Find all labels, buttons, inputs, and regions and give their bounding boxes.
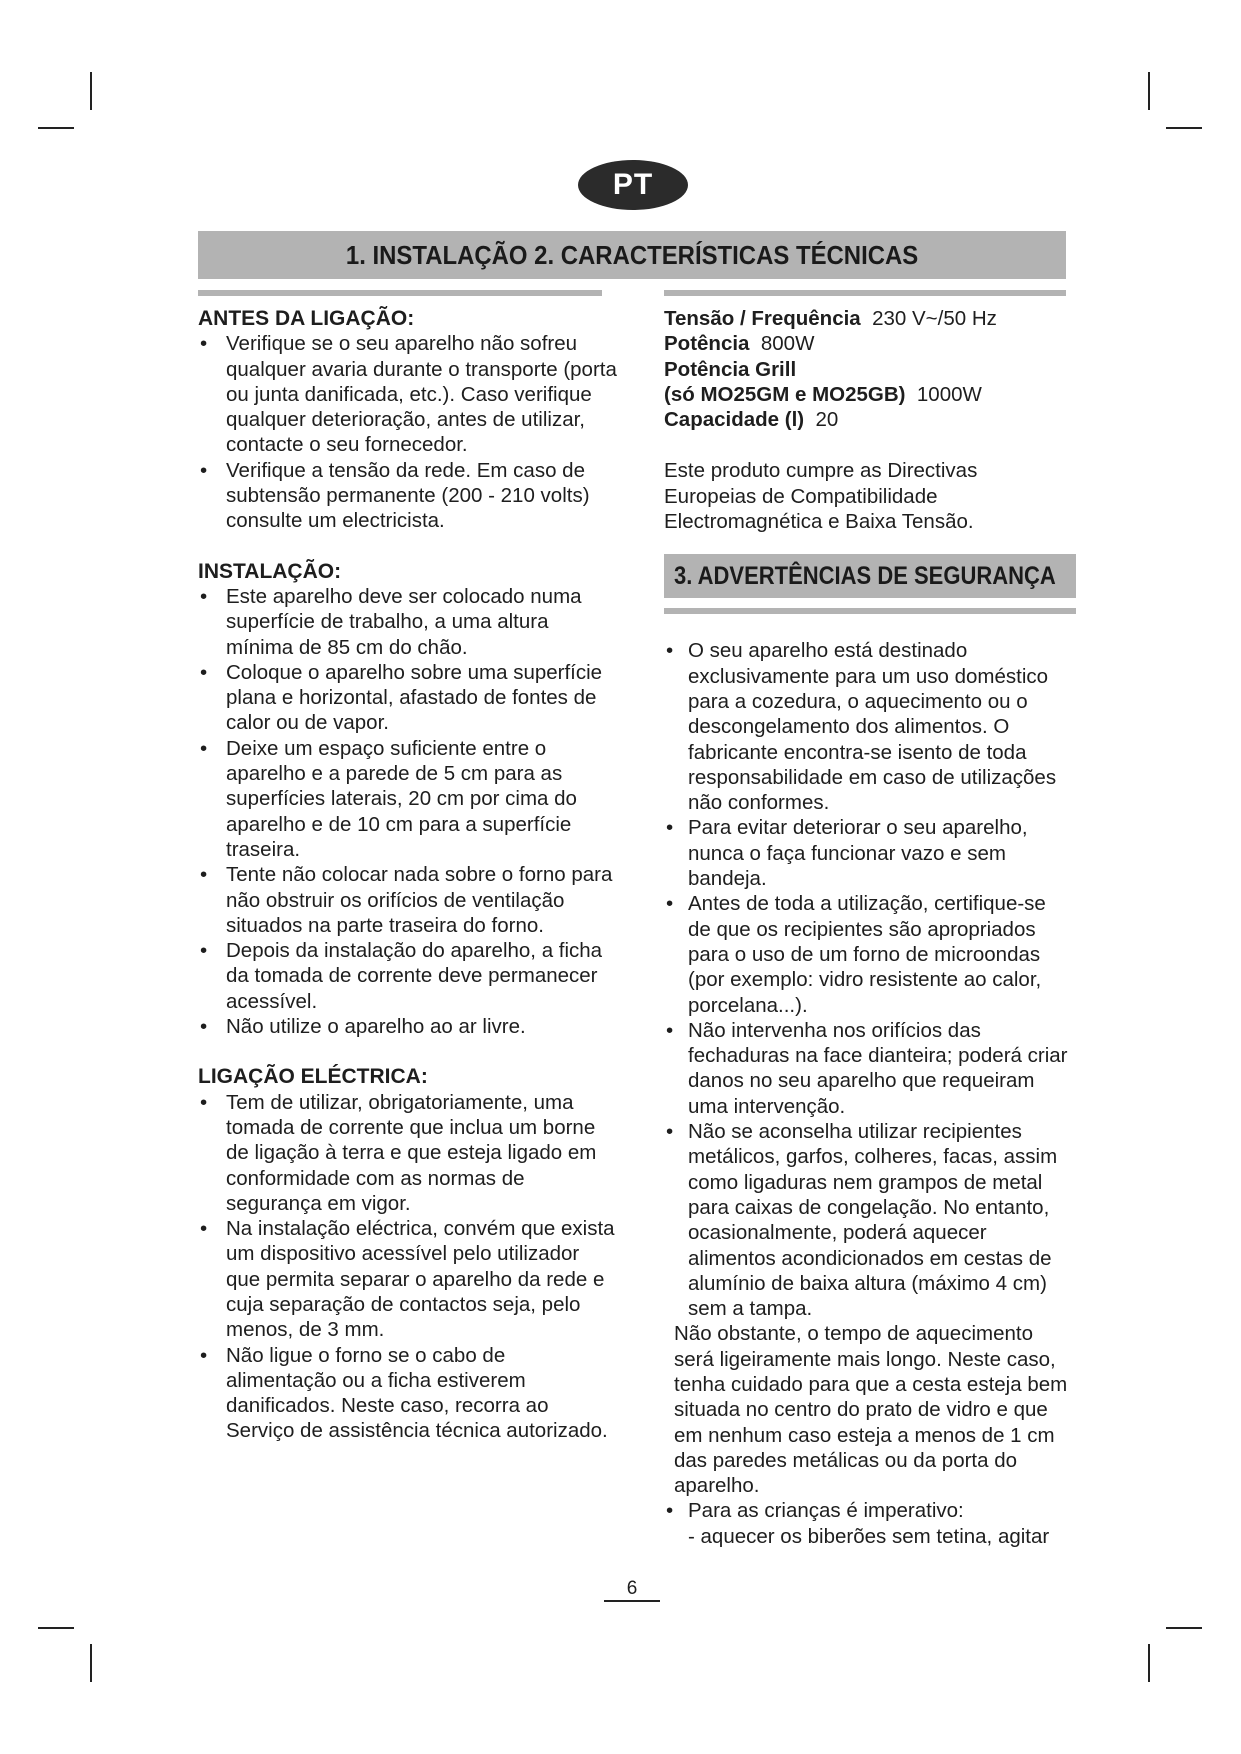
spec-tensao <box>664 306 1074 331</box>
list-item: • Para evitar deteriorar o seu aparelho, nunca o faça funcionar vazo e sem bandeja. <box>664 815 1074 891</box>
list-item: • Não se aconselha utilizar recipientes metálicos, garfos, colheres, facas, assim como ligaduras nem grampos de metal para caixas de congelação. No entanto, ocasionalmente, poderá aquecer alimentos acondicionados em cestas de alumínio de baixa altura (máximo 4 cm) sem a tampa. <box>664 1119 1074 1321</box>
left-column <box>198 306 618 1444</box>
spec-value: 20 <box>815 408 839 432</box>
crop-mark <box>1166 127 1202 129</box>
list-item: • Tem de utilizar, obrigatoriamente, uma tomada de corrente que inclua um borne de ligação à terra e que esteja ligado em conformidade com as normas de segurança em vigor. <box>198 1090 618 1216</box>
crop-mark <box>1148 1644 1150 1682</box>
safety-list <box>664 638 1074 1321</box>
safety-heading: 3. ADVERTÊNCIAS DE SEGURANÇA <box>674 561 1056 590</box>
list-item: • O seu aparelho está destinado exclusivamente para um uso doméstico para a cozedura, o aquecimento ou o descongelamento dos alimentos. O fabricante encontra-se isento de toda responsabilidade em caso de utilizações não conformes. <box>664 638 1074 815</box>
list-item: • Este aparelho deve ser colocado numa superfície de trabalho, a uma altura mínima de 85 cm do chão. <box>198 584 618 660</box>
list-item: • Na instalação eléctrica, convém que exista um dispositivo acessível pelo utilizador que permita separar o aparelho da rede e cuja separação de contactos seja, pelo menos, de 3 mm. <box>198 1216 618 1342</box>
spec-potencia <box>664 331 1074 356</box>
spec-label: Capacidade (l) <box>664 408 805 432</box>
list-item: • Verifique a tensão da rede. Em caso de subtensão permanente (200 - 210 volts) consulte um electricista. <box>198 458 618 534</box>
safety-rule <box>664 608 1076 614</box>
antes-list <box>198 331 618 533</box>
spec-value: 1000W <box>916 382 982 406</box>
antes-heading: ANTES DA LIGAÇÃO: <box>198 307 415 330</box>
list-item: • Não utilize o aparelho ao ar livre. <box>198 1014 618 1039</box>
spacer <box>664 432 1074 458</box>
page-title: 1. INSTALAÇÃO 2. CARACTERÍSTICAS TÉCNICAS <box>345 239 919 270</box>
crop-mark <box>1166 1627 1202 1629</box>
spec-value: 800W <box>760 332 815 356</box>
spec-label: Potência <box>664 332 750 356</box>
safety-note: Não obstante, o tempo de aquecimento será ligeiramente mais longo. Neste caso, tenha cuidado para que a cesta esteja bem situada no centro do prato de vidro e que em nenhum caso esteja a menos de 1 cm das paredes metálicas ou da porta do aparelho. <box>674 1322 1068 1498</box>
crop-mark <box>90 72 92 110</box>
spec-label: (só MO25GM e MO25GB) <box>664 382 906 406</box>
ligacao-heading: LIGAÇÃO ELÉCTRICA: <box>198 1065 428 1089</box>
spec-label: Tensão / Frequência <box>664 307 861 330</box>
list-item: • Tente não colocar nada sobre o forno para não obstruir os orifícios de ventilação situados na parte traseira do forno. <box>198 862 618 938</box>
left-column-rule <box>198 290 602 296</box>
list-item: • Verifique se o seu aparelho não sofreu qualquer avaria durante o transporte (porta ou junta danificada, etc.). Caso verifique qualquer deterioração, antes de utilizar, contacte o seu fornecedor. <box>198 331 618 457</box>
spacer <box>198 534 618 559</box>
ligacao-list <box>198 1090 618 1444</box>
spacer <box>198 1039 618 1064</box>
spec-label: Potência Grill <box>664 357 797 381</box>
right-column <box>664 306 1074 1549</box>
crop-mark <box>90 1644 92 1682</box>
page-title-bar <box>198 231 1066 279</box>
list-item: • Não ligue o forno se o cabo de alimentação ou a ficha estiverem danificados. Neste caso, recorra ao Serviço de assistência técnica autorizado. <box>198 1343 618 1444</box>
safety-heading-bar <box>664 554 1076 598</box>
right-column-rule <box>664 290 1066 296</box>
compliance-text: Este produto cumpre as Directivas Europeias de Compatibilidade Electromagnética e Baixa Tensão. <box>664 459 978 534</box>
list-item: • Deixe um espaço suficiente entre o aparelho e a parede de 5 cm para as superfícies laterais, 20 cm por cima do aparelho e de 10 cm para a superfície traseira. <box>198 736 618 862</box>
list-item: • Antes de toda a utilização, certifique-se de que os recipientes são apropriados para o uso de um forno de microondas (por exemplo: vidro resistente ao calor, porcelana...). <box>664 891 1074 1017</box>
spec-capacidade <box>664 407 1074 432</box>
spec-grill-models <box>664 382 1074 407</box>
instalacao-list <box>198 584 618 1039</box>
list-item: • Não intervenha nos orifícios das fechaduras na face dianteira; poderá criar danos no seu aparelho que requeiram uma intervenção. <box>664 1018 1074 1119</box>
crop-mark <box>1148 72 1150 110</box>
children-list <box>664 1498 1074 1523</box>
list-item: • Para as crianças é imperativo: <box>664 1498 1074 1523</box>
list-item: • Coloque o aparelho sobre uma superfície plana e horizontal, afastado de fontes de calor ou de vapor. <box>198 660 618 736</box>
instalacao-heading: INSTALAÇÃO: <box>198 559 342 583</box>
spec-value: 230 V~/50 Hz <box>872 307 997 330</box>
page-number: 6 <box>604 1578 660 1602</box>
list-item: • Depois da instalação do aparelho, a ficha da tomada de corrente deve permanecer acessível. <box>198 938 618 1014</box>
children-sub-item: - aquecer os biberões sem tetina, agitar <box>688 1524 1050 1548</box>
crop-mark <box>38 1627 74 1629</box>
spec-grill <box>664 357 1074 382</box>
crop-mark <box>38 127 74 129</box>
language-badge: PT <box>578 160 688 210</box>
